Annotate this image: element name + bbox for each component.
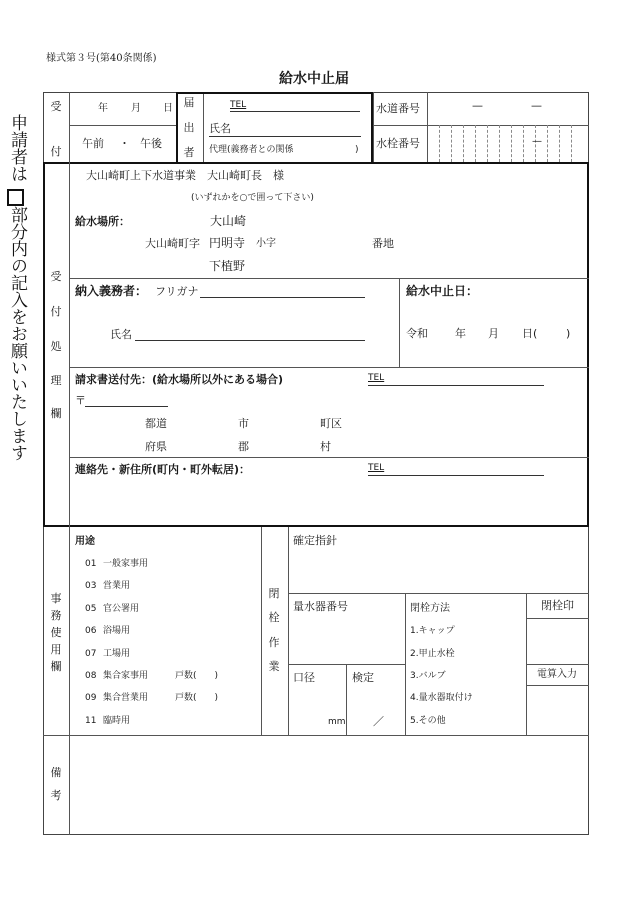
closure-method-option[interactable]: 2.甲止水栓 <box>410 649 455 659</box>
address-gun: 郡 <box>238 440 249 453</box>
water-number-dash-1: — <box>472 99 483 112</box>
reception-pm[interactable]: 午後 <box>140 137 162 150</box>
stop-date-day-close: ) <box>566 327 571 340</box>
form-number: 様式第３号(第40条関係) <box>46 53 157 64</box>
closure-seal-label: 閉栓印 <box>541 599 574 612</box>
area-oyamazaki[interactable]: 大山崎 <box>210 214 247 228</box>
office-label-1: 事 <box>50 592 62 605</box>
applicant-label-3: 者 <box>183 146 195 159</box>
closure-method-option[interactable]: 1.キャップ <box>410 626 455 636</box>
obligor-name-label: 氏名 <box>110 328 132 341</box>
remarks-label-1: 備 <box>50 766 62 779</box>
closure-method-option[interactable]: 5.その他 <box>410 716 446 726</box>
obligor-label: 納入義務者： <box>75 284 148 298</box>
applicant-proxy-label: 代理(義務者との関係 <box>209 145 294 155</box>
reception-month: 月 <box>131 103 141 114</box>
address-choku: 町区 <box>320 417 342 430</box>
stop-date-year: 年 <box>455 327 466 340</box>
office-label-2: 務 <box>50 609 62 622</box>
usage-code: 05 <box>85 604 97 614</box>
stop-date-label: 給水中止日： <box>406 284 479 298</box>
town-prefix: 大山崎町字 <box>145 237 200 250</box>
side-note-after: 部分内の記入をお願いいたします <box>7 206 27 461</box>
water-number-dash-2: — <box>531 99 542 112</box>
address-todo: 都道 <box>145 417 167 430</box>
usage-name[interactable]: 工場用 <box>103 649 131 659</box>
reception-am[interactable]: 午前 <box>82 137 104 150</box>
closure-label-1: 閉 <box>268 587 280 600</box>
form-title: 給水中止届 <box>279 71 349 87</box>
addressee: 大山崎町上下水道事業 大山崎町長 様 <box>86 169 284 182</box>
closure-method-option[interactable]: 4.量水器取付け <box>410 693 473 703</box>
processing-label-2: 付 <box>50 305 62 318</box>
electronic-input-label: 電算入力 <box>537 669 577 680</box>
reception-dot: ・ <box>119 137 130 150</box>
reception-label-top: 受 <box>50 100 62 113</box>
remarks-field[interactable] <box>70 736 588 834</box>
meter-number-label: 量水器番号 <box>293 600 348 613</box>
address-mura: 村 <box>320 440 331 453</box>
usage-code: 06 <box>85 626 97 636</box>
area-enmyoji[interactable]: 円明寺 <box>209 236 246 250</box>
address-fuken: 府県 <box>145 440 167 453</box>
supply-location-label: 給水場所： <box>75 215 130 228</box>
applicant-tel-label: TEL <box>230 100 247 110</box>
office-label-3: 使 <box>50 626 62 639</box>
circle-note: (いずれかを○で囲って下さい) <box>191 193 314 203</box>
reception-year: 年 <box>98 103 108 114</box>
closure-label-2: 栓 <box>268 611 280 624</box>
banchi-label: 番地 <box>372 237 394 250</box>
usage-name[interactable]: 臨時用 <box>103 716 131 726</box>
usage-code: 01 <box>85 559 97 569</box>
usage-name[interactable]: 浴場用 <box>103 626 131 636</box>
stop-date-reiwa: 令和 <box>406 327 428 340</box>
usage-code: 03 <box>85 581 97 591</box>
processing-label-4: 理 <box>50 374 62 387</box>
furigana-label: フリガナ <box>155 285 199 298</box>
usage-name[interactable]: 営業用 <box>103 581 131 591</box>
remarks-label-2: 考 <box>50 789 62 802</box>
obligor-name-line[interactable] <box>135 340 365 341</box>
confirm-reading-label: 確定指針 <box>293 534 337 547</box>
usage-name[interactable]: 官公署用 <box>103 604 140 614</box>
usage-code: 08 <box>85 671 97 681</box>
contact-tel-label: TEL <box>368 463 385 473</box>
closure-method-option[interactable]: 3.バルブ <box>410 671 446 681</box>
stop-date-day-open: 日( <box>522 327 538 340</box>
diameter-label: 口径 <box>293 671 315 684</box>
side-note-square-icon <box>7 189 24 206</box>
koaza-label: 小字 <box>256 238 276 249</box>
diameter-unit: mm <box>328 717 346 727</box>
processing-label-3: 処 <box>50 340 62 353</box>
billing-label: 請求書送付先：(給水場所以外にある場合) <box>75 373 284 386</box>
faucet-number-dash: — <box>532 136 542 147</box>
closure-label-4: 業 <box>268 660 280 673</box>
usage-name[interactable]: 集合営業用 <box>103 693 149 703</box>
applicant-label-2: 出 <box>183 121 195 134</box>
applicant-name-label: 氏名 <box>209 122 231 135</box>
address-shi: 市 <box>238 417 249 430</box>
applicant-name-line[interactable] <box>209 136 361 137</box>
inspection-slash: ／ <box>373 715 384 728</box>
closure-label-3: 作 <box>268 636 280 649</box>
usage-code: 09 <box>85 693 97 703</box>
contact-tel-line[interactable] <box>368 475 544 476</box>
office-label-4: 用 <box>50 643 62 656</box>
closure-method-label: 閉栓方法 <box>410 603 450 614</box>
inspection-label: 検定 <box>352 671 374 684</box>
processing-label-1: 受 <box>50 270 62 283</box>
reception-label-bottom: 付 <box>50 145 62 158</box>
side-note-before: 申請者は <box>7 114 27 182</box>
office-label-5: 欄 <box>50 660 62 673</box>
billing-tel-line[interactable] <box>368 385 544 386</box>
faucet-number-label: 水栓番号 <box>376 137 420 150</box>
usage-name[interactable]: 一般家事用 <box>103 559 149 569</box>
usage-code: 11 <box>85 716 97 726</box>
usage-name[interactable]: 集合家事用 <box>103 671 149 681</box>
applicant-label-1: 届 <box>183 96 195 109</box>
area-shimoueno[interactable]: 下植野 <box>209 259 246 273</box>
usage-extra[interactable]: 戸数( ) <box>175 693 219 703</box>
billing-tel-label: TEL <box>368 373 385 383</box>
usage-code: 07 <box>85 649 97 659</box>
stop-date-month: 月 <box>488 327 499 340</box>
reception-day: 日 <box>163 103 173 114</box>
side-note <box>6 114 28 461</box>
water-number-label: 水道番号 <box>376 102 420 115</box>
postal-line[interactable] <box>85 406 168 407</box>
contact-label: 連絡先・新住所(町内・町外転居)： <box>75 463 251 476</box>
usage-label: 用途 <box>75 536 95 547</box>
applicant-proxy-close: ) <box>355 145 359 155</box>
furigana-line[interactable] <box>200 297 365 298</box>
applicant-tel-line[interactable] <box>230 111 360 112</box>
postal-mark: 〒 <box>75 394 86 407</box>
processing-label-5: 欄 <box>50 407 62 420</box>
usage-extra[interactable]: 戸数( ) <box>175 671 219 681</box>
